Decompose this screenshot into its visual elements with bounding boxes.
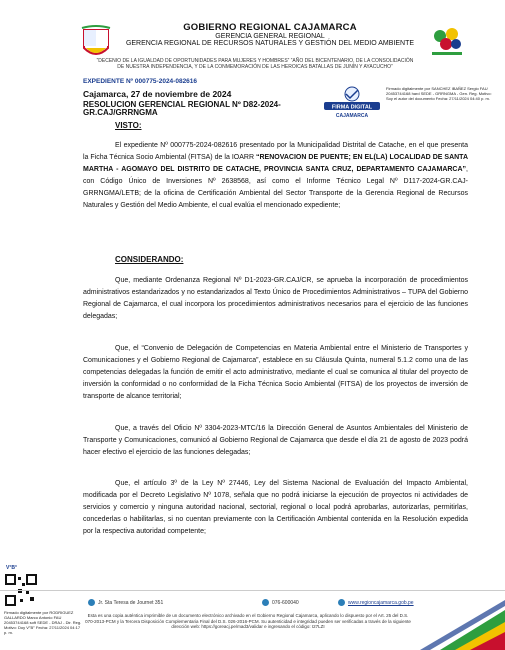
region-logo [428, 24, 466, 58]
authenticity-note: Esta es una copia auténtica imprimible de un documento electrónico archivado en el Gobierno Regional Cajamarca, aplicando lo dispuesto por el Art. 25 del D.S. 070-2013-PCM y la Tercera Disposición Complementaria Final del D.S. 026-2016-PCM. Su autenticidad e integridad pueden ser verificadas a través de la siguiente dirección web: https://goreacj.pe/mad3/validar e ingresando el código: I27LZI [85, 613, 411, 629]
seal-label: FIRMA DIGITAL [331, 104, 373, 111]
digital-signature-seal [320, 86, 384, 120]
visto-post: , con Código Único de Inversiones Nº 2638568, así como el Informe Técnico Legal Nº D117-2024-GR.CAJ-GRRNGMA/LETB; de la oficina de Certificación Ambiental del Sector Transporte de la Gerencia Regional de Recursos Naturales y Gestión del Medio Ambiente, el cual evalúa el mencionado expediente; [83, 166, 468, 209]
footer-website[interactable]: www.regioncajamarca.gob.pe [348, 600, 414, 606]
org-name: GOBIERNO REGIONAL CAJAMARCA [183, 22, 357, 33]
subdept-name: GERENCIA REGIONAL DE RECURSOS NATURALES Y GESTIÓN DEL MEDIO AMBIENTE [125, 40, 415, 47]
motto-text: “DECENIO DE LA IGUALDAD DE OPORTUNIDADES PARA MUJERES Y HOMBRES” “AÑO DEL BICENTENARIO, DE LA CONSOLIDACIÓN DE NUESTRA INDEPENDENCIA, Y DE LA CONMEMORACIÓN DE LAS HEROICAS BATALLAS DE JUNÍN Y AYACUCHO” [96, 58, 414, 70]
location-icon [88, 599, 95, 606]
expediente-number: EXPEDIENTE Nº 000775-2024-082616 [83, 78, 198, 85]
visto-project: “RENOVACION DE PUENTE; EN EL(LA) LOCALIDAD DE SANTA MARTHA - AGOMAYO DEL DISTRITO DE CATACHE, PROVINCIA SANTA CRUZ, DEPARTAMENTO CAJAMARCA” [83, 154, 468, 173]
footer-divider [0, 590, 505, 591]
considerando-heading: CONSIDERANDO: [115, 255, 184, 264]
phone-icon [262, 599, 269, 606]
paragraph-4: Que, el artículo 3º de la Ley Nº 27446, Ley del Sistema Nacional de Evaluación del Impacto Ambiental, modificada por el Decreto Legislativo Nº 1078, señala que no podrá iniciarse la ejecución de proyectos ni actividades de servicios y comercio y ninguna autoridad nacional, sectorial, regional o local podrá aprobarlas, autorizarlas, permitirlas, concederlas o habilitarlas, si no cuentan previamente con la Certificación Ambiental contenida en la Resolución expedida por la respectiva autoridad competente; [83, 480, 468, 535]
signature-text-bottom: Firmado digitalmente por RODRIGUEZ GALLARDO Marco Antonio FAU 20453744168 soft SEDE - DRAJ - Dir. Reg. Motivo: Doy V°B° Fecha: 27/11/2024 04:17 p. m. [4, 610, 82, 635]
resolution-title: RESOLUCION GERENCIAL REGIONAL Nº D82-2024-GR.CAJ/GRRNGMA [83, 100, 281, 117]
web-icon [338, 599, 345, 606]
footer-phone: 076-600040 [272, 600, 299, 606]
paragraph-2: Que, el “Convenio de Delegación de Competencias en Materia Ambiental entre el Ministerio de Transportes y Comunicaciones y el Gobierno Regional de Cajamarca”, establece en su Cláusula Quinta, numeral 5.1.2 como una de las competencias delegadas la función de emitir el acto administrativo, mediante el cual se comunica al titular del proyecto de inversión la conformidad o no conformidad de la Ficha Técnica Socio Ambiental (FITSA) de los proyectos de inversión de transporte de alcance territorial; [83, 345, 468, 400]
document-date: Cajamarca, 27 de noviembre de 2024 [83, 89, 232, 99]
visto-paragraph [83, 140, 468, 212]
paragraph-1: Que, mediante Ordenanza Regional Nº D1-2023-GR.CAJ/CR, se aprueba la incorporación de procedimientos administrativos estandarizados y no estandarizados al Texto Único de Procedimientos Administrativos – TUPA del Gobierno Regional de Cajamarca, el cual incorpora los procedimientos administrativos necesarios para el ejercicio de las funciones delegadas; [83, 277, 468, 320]
dept-name: GERENCIA GENERAL REGIONAL [215, 33, 325, 40]
page-number: Pág. 1 / 5 [428, 626, 450, 632]
visto-heading: VISTO: [115, 121, 142, 130]
vb-tag: V°B° [6, 565, 17, 571]
seal-sub: CAJAMARCA [335, 113, 369, 119]
footer-decoration [420, 600, 505, 650]
footer-address: Jr. Sta Teresa de Journet 351 [98, 600, 164, 606]
visto-pre: El expediente Nº 000775-2024-082616 presentado por la Municipalidad Distrital de Catache, en el que presenta la Ficha Técnica Socio Ambiental (FITSA) de la IOARR [83, 142, 468, 161]
signature-text-top: Firmado digitalmente por SANCHEZ IBAÑEZ Sergio FAU 20453744168 hard SEDE - GRRNGMA - Gen. Reg. Motivo: Soy el autor del documento Fecha: 27/11/2024 04:40 p. m. [386, 86, 492, 101]
paragraph-3: Que, a través del Oficio Nº 3304-2023-MTC/16 la Dirección General de Asuntos Ambientales del Ministerio de Transporte y Comunicaciones, comunicó al Gobierno Regional de Cajamarca que desde el día 21 de agosto de 2023 podrá hacer efectivo el ejercicio de las funciones delegadas; [83, 425, 468, 456]
